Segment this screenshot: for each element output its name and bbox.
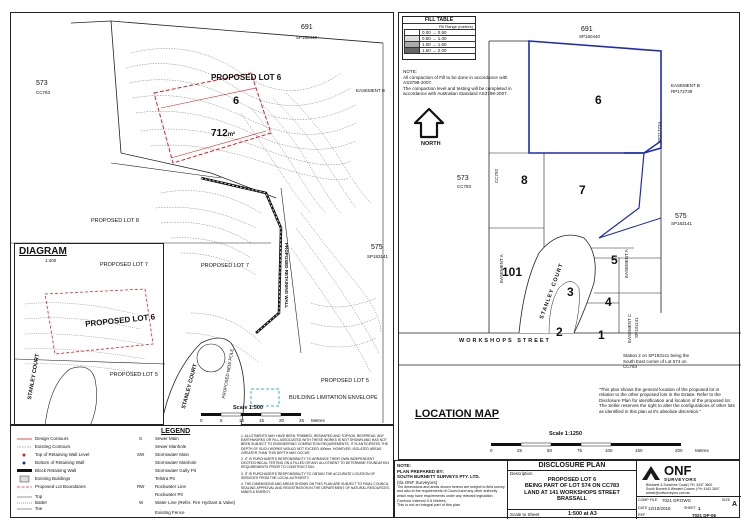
legend-col-1-symbols [17,436,35,516]
retaining-wall [201,178,281,333]
easement-plan-2: CC792 [494,168,499,183]
fill-range: 0.50 → 1.00 [420,36,476,42]
proposed-lot-7-label: PROPOSED LOT 7 [201,263,249,269]
company-section [636,461,741,519]
right-scale-tick: 0 [490,448,493,453]
legend-item: Bottom of Retaining Wall [35,460,85,465]
legend-panel [10,425,394,518]
legend-item: Sewer Main [155,436,179,441]
legend-notes [241,434,391,495]
retaining-wall-label: PROPOSED RETAINING WALL [284,243,289,309]
legend-item: Stormwater Main [155,452,190,457]
right-scale-tick: 150 [635,448,643,453]
map-lot-101: 101 [502,265,523,279]
right-scale-tick: 50 [547,448,553,453]
right-scale-tick: 200 [675,448,683,453]
onf-logo-icon [640,464,662,482]
size-value: A [732,501,738,508]
proposed-lot-5-label: PROPOSED LOT 5 [321,378,369,384]
map-lot-2: 2 [556,325,563,339]
desc-line-4: BRASSALL [557,496,587,502]
prepared-by-name: SOUTH BURNETT SURVEYS PTY. LTD. [397,474,480,479]
fill-table-grid [404,29,476,54]
scale-label: Scale to Sheet [510,512,540,517]
legend-item: Design Contours [35,436,69,441]
left-scale-tick: 25 [299,418,305,423]
comp-file-label: COMP FILE [638,498,658,502]
left-scale-tick: 5 [220,418,223,423]
right-lot-573-plan: CC783 [457,184,472,189]
scale-row [508,509,636,519]
lot-6-dimension-outline [154,73,271,163]
lot-575-label: 575 [371,244,383,251]
left-scale-tick: 10 [239,418,245,423]
company-address-2: South Burnett & Western Downs | Ph: 4162 2647 [646,487,720,491]
legend-item: Water Line (Refer. Fire Hydrant & Valve) [155,500,236,505]
legend-note: 2. IT IS PURCHASER'S RESPONSIBILITY TO ARRANGE THEIR OWN INDEPENDENT GEOTECHNICAL TESTING ON A FILLED OR ANY ALLOTMENT TO DETERMINE FOUNDATION REQUIREMENTS PRIOR TO CONSTRUCTION. [241,457,389,470]
location-description-note: "This plan shows the general location of the proposed lot in relation to the other proposed lots in the Estate. Refer to the Disclosure Plan for identification and location of the proposed lot. The Seller reserves the right to alter the configurations of other lots as identified in this plan at it's absolute discretion." [599,387,735,414]
prepared-by-label: PLAN PREPARED BY: [397,468,444,474]
left-scale-title: Scale 1:500 [233,405,263,411]
legend-item: Stormwater Manhole [155,460,197,465]
map-lot-4: 4 [605,295,612,309]
company-web: admin@onfsurveyors.com.au [646,491,691,495]
legend-item: Stormwater Gully Pit [155,468,197,473]
lot-573-label: 573 [36,80,48,87]
fill-table-title: FILL TABLE [403,17,475,24]
map-road-stanley: STANLEY COURT [539,262,565,321]
company-sub: SURVEYORS [664,477,697,482]
map-street-workshops: WORKSHOPS STREET [459,338,551,344]
easement-b-plan: RP172739 [671,89,693,94]
map-lot-6: 6 [595,93,602,107]
left-scale-bar [201,413,301,416]
description-section [507,461,637,519]
right-scale-tick: 100 [605,448,613,453]
desc-line-1: PROPOSED LOT 6 [547,476,597,483]
station-note: Station 2 on SP183141 being the South East corner of Lot 574 on CC783 [623,353,690,369]
sheet-label: SHEET [684,506,696,510]
easement-plan-3: SP131141 [634,317,639,338]
map-lot-8: 8 [521,173,528,187]
map-lot-5: 5 [611,253,618,267]
diagram-lot-5: PROPOSED LOT 5 [110,372,158,378]
right-lot-573: 573 [457,175,469,182]
lot-6-area: 712m² [211,128,236,139]
legend-note: 3. IT IS PURCHASER'S RESPONSIBILITY TO OBTAIN THE ACCURATE LOCATION OF SERVICES FROM THE LOCAL AUTHORITY. [241,471,376,480]
description-label: Description [510,471,533,476]
legend-item: Block Retaining Wall [35,468,77,473]
file-info-grid [636,496,741,520]
fill-swatch [405,48,420,54]
desc-line-3: LAND AT 141 WORKSHOPS STREET [524,489,620,496]
legend-item: Existing Fence [155,510,185,515]
diagram-lot-7: PROPOSED LOT 7 [100,262,148,268]
legend-item: Sewer Manhole [155,444,187,449]
fill-table-header: Fill Range (metres) [438,24,473,29]
compaction-note: NOTE: All compaction of Fill to be done in accordance with AS3798-2007. The compaction level and testing will be completed in accordance with Australian Standard AS3798-2007. [403,69,512,97]
left-plan-panel [10,12,394,425]
location-map-panel [398,12,740,460]
easement-a-label-2: EASEMENT A [624,249,629,278]
ref-label: REF [638,513,646,517]
diagram-title: DIAGRAM [19,246,67,257]
lot-573-plan: CC783 [36,90,51,95]
legend-code: S [139,436,143,441]
proposed-lot-8-label: PROPOSED LOT 8 [91,218,139,224]
legend-item: Existing Buildings [35,476,71,481]
lot-691-label: 691 [301,24,313,31]
easement-b-label: EASEMENT B [356,88,385,93]
legend-item: Rockwater Pit [155,492,183,497]
right-lot-691: 691 [581,26,593,33]
legend-code: RW [137,484,145,489]
legend-item: Existing Contours [35,444,71,449]
fill-range: 1.50 → 2.00 [420,48,476,54]
north-arrow-icon [415,109,443,137]
legend-item: Telstra Pit [155,476,175,481]
legend-note: 4. THE DIMENSIONS AND AREAS SHOWN ON THIS PLAN ARE SUBJECT TO FINAL COUNCIL SEALING APPROVAL AND REGISTRATION IN THE DEPARTMENT OF NATURAL RESOURCES, MINES & ENERGY. [241,482,390,495]
legend-item: Toe [35,506,43,511]
prepared-by-section [397,463,505,517]
tb-disclaimer: The dimensions and areas shown hereon are subject to field survey and also to the requirements of Council and any other authority which may have requirements under any relevant legislation. [397,485,505,498]
desc-line-2: BEING PART OF LOT 574 ON CC783 [524,483,620,489]
prepared-by-trading: (t/a ONF Surveyors) [397,479,438,485]
company-address-1: Brisbane & Sunshine Coast | Ph: 3437 3600 [646,483,713,487]
left-scale-tick: 15 [259,418,265,423]
diagram-scale: 1:400 [45,258,57,263]
diagram-road: STANLEY COURT [27,353,41,401]
ref-value: 7021 DP-06 [692,513,717,518]
legend-title: LEGEND [161,428,191,435]
legend-item: Proposed Lot Boundaries [35,484,86,489]
company-logo [640,463,738,485]
legend-item: Rockwater Line [155,484,187,489]
proposed-lot-6-title: PROPOSED LOT 6 [211,73,282,82]
map-lot-3: 3 [567,285,574,299]
easement-b-label: EASEMENT B [671,83,700,88]
company-name: ONF [664,463,692,478]
legend-code: SW [137,452,145,457]
map-lot-1: 1 [598,328,605,342]
size-label: SIZE [722,498,730,502]
integral-note: This is not an integral part of this plan [397,503,461,508]
easement-a-label: EASEMENT A [499,254,504,283]
envelope-legend-label: BUILDING LIMITATION ENVELOPE [289,395,378,401]
lot-691-plan: SP160440 [296,35,318,40]
legend-note: 1. ALLOTMENTS MAY HAVE BEEN TRIMMED, RESHAPED AND TOPSOIL RESPREAD. ANY EARTHWORKS OR FILL ASSOCIATED WITH THESE WORKS IS NOT SHOWN AND HAS NOT BEEN SUBJECT TO ENGINEERING COMPACTION REQUIREMENTS. IT IS ANTICIPATED THE DEPTH OF SUCH WORKS WOULD NOT EXCEED 400mm, HOWEVER, ISOLATED AREAS GREATER THAN THIS DEPTH MAY OCCUR. [241,434,389,455]
legend-item: Batter [35,500,48,505]
date-label: DATE [638,506,648,510]
legend-item: Top [35,494,43,499]
location-map-title: LOCATION MAP [415,408,500,420]
comp-file-value: 7021 DP.DWG [662,498,692,503]
fill-range: 0.00 → 0.50 [420,30,476,36]
right-lot-575: 575 [675,213,687,220]
left-scale-tick: 0 [200,418,203,423]
contour-interval: Contour Interval 0.5 Metres. [397,497,447,503]
sheet-value: 1 [698,506,701,511]
right-scale-tick: 25 [517,448,523,453]
easement-plan-1: SP217734 [657,121,662,143]
left-scale-tick: 20 [279,418,285,423]
fill-range: 1.00 → 1.50 [420,42,476,48]
right-scale-tick: 75 [577,448,583,453]
right-scale-title: Scale 1:1250 [549,431,583,437]
legend-code: W [139,500,144,505]
left-scale-unit: Metres [311,418,325,423]
diagram-lot-6: PROPOSED LOT 6 [84,312,156,329]
north-label: NORTH [421,141,441,147]
lot-6-number: 6 [233,95,240,107]
envelope-legend-swatch [251,389,279,406]
lot-575-plan: SP183141 [367,254,389,259]
fill-table [402,16,476,60]
diagram-inset [14,243,164,425]
right-lot-691-plan: SP160440 [579,34,601,39]
new-pole-label: PROPOSED NEW POLE [221,348,235,399]
stanley-court-label: STANLEY COURT [181,363,199,410]
map-lot-7: 7 [579,183,586,197]
legend-item: Top of Retaining Wall Level [35,452,90,457]
tb-note-label: NOTE: [397,463,411,468]
disclosure-plan-heading: DISCLOSURE PLAN [508,461,636,471]
easement-c-label: EASEMENT C [627,313,632,343]
fill-table-row [405,48,476,54]
diagram-drawing [15,244,165,426]
right-lot-575-plan: SP183141 [671,221,693,226]
scale-value: 1:500 at A3 [568,511,597,517]
title-block [394,460,740,518]
right-scale-bar [491,443,681,446]
date-value: 12/10/2018 [648,506,671,511]
right-scale-unit: Metres [695,448,709,453]
